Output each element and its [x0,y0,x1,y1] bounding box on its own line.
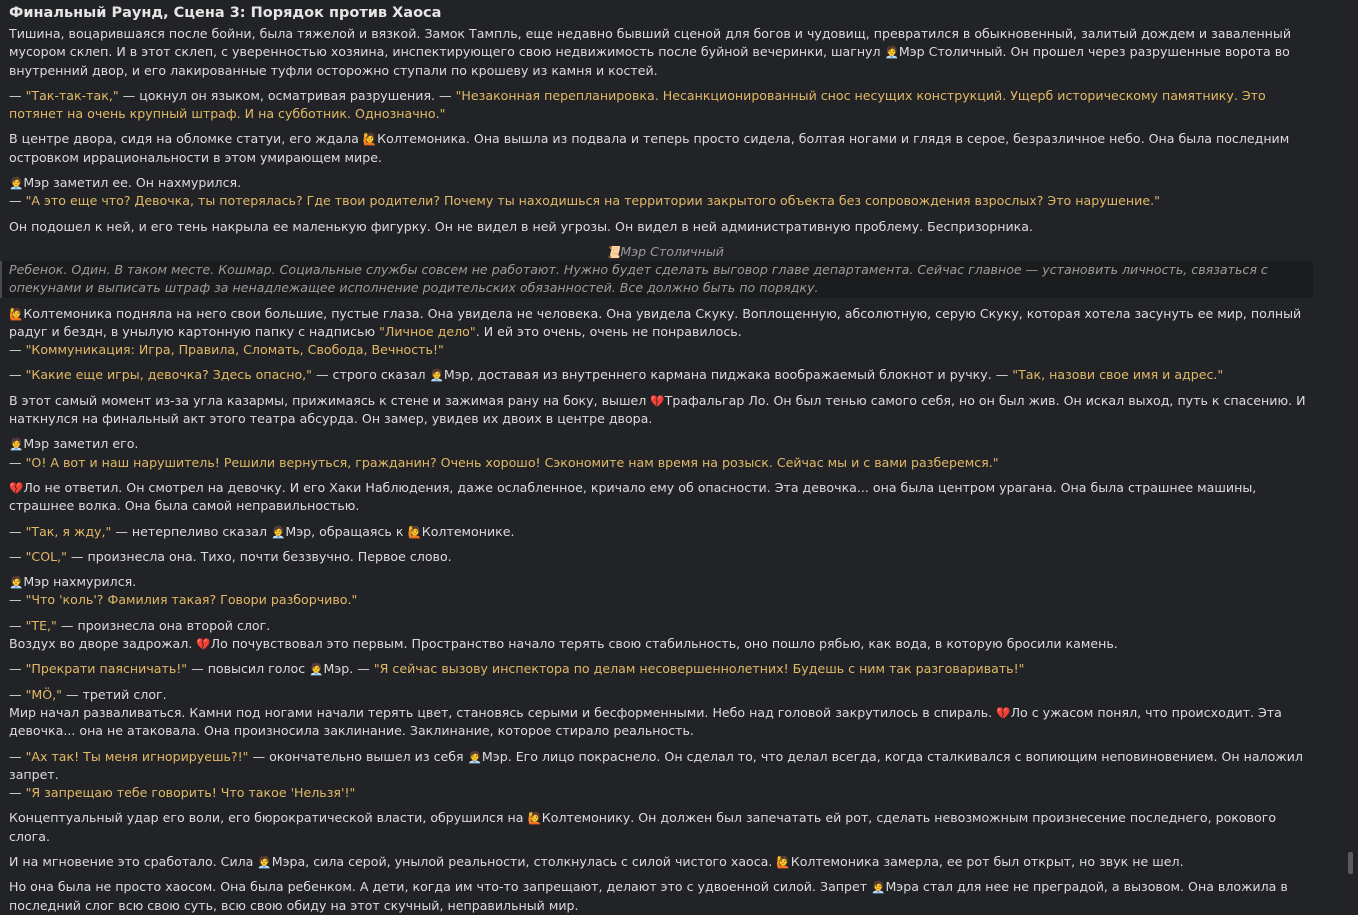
narration-text: — произнесла она. Тихо, почти беззвучно. Первое слово. [66,548,452,564]
narration-text: Ребенок. Один. В таком месте. Кошмар. Социальные службы совсем не работают. Нужно будет сделать выговор главе департамента. Сейчас главное — установить личность, связаться с опекунами и выписать штраф за ненадлежащее исполнение родительских обязанностей. Все должно быть по порядку. [9,261,1268,296]
narration-text: Мэра, сила серой, унылой реальности, столкнулась с силой чистого хаоса. [271,853,777,869]
narration-text: — [9,686,26,702]
narration-text: — окончательно вышел из себя [248,748,468,764]
mayor-icon: 🧑‍💼 [309,662,324,677]
story-paragraph [9,617,1321,654]
story-paragraph [9,305,1321,360]
narration-text: В этот самый момент из-за угла казармы, прижимаясь к стене и зажимая рану на боку, вышел [9,392,651,408]
narration-text: Колтемоника. Она вышла из подвала и теперь просто сидела, болтая ногами и глядя в серое, безразличное небо. Она была последним островком иррациональности в этом умирающем мире. [9,131,1290,165]
story-paragraph [9,748,1321,803]
story-paragraph [9,573,1321,610]
kolte-icon: 🙋 [776,854,791,869]
story-paragraph [9,174,1321,211]
narration-text: — [9,748,26,764]
narration-text: . И ей это очень, очень не понравилось. [475,323,742,339]
mayor-icon: 🧑‍💼 [871,880,886,895]
law-icon: 💔 [9,480,24,495]
story-paragraph [9,523,1321,541]
narration-text: Мэр. Его лицо покраснело. Он сделал то, что делал всегда, когда сталкивался с вопиющим неповиновением. Он наложил запрет. [9,748,1303,782]
dialogue-quote: "Так-так-так," [25,87,119,103]
story-paragraph [9,853,1321,871]
narration-text: Ло с ужасом понял, что происходит. Эта девочка... она не атаковала. Она произносила заклинание. Заклинание, которое стирало реальность. [9,704,1282,739]
dialogue-quote: "А это еще что? Девочка, ты потерялась? Где твои родители? Почему ты находишься на территории закрытого объекта без сопровождения взрослых? Это нарушение." [25,193,1160,209]
narration-text: Мэра стал для нее не преградой, а вызовом. Она вложила в последний слог всю свою суть, всю свою обиду на этот скучный, неправильный мир. [9,879,1288,913]
story-page [9,0,1321,913]
narration-text: Мэр нахмурился. [23,574,137,590]
dialogue-quote: "COL," [25,548,67,564]
narration-text: Мэр, доставая из внутреннего кармана пиджака воображаемый блокнот и ручку. — [443,367,1013,383]
mayor-icon: 🧑‍💼 [257,854,272,869]
kolte-icon: 🙋 [362,132,378,147]
narration-text: Колтемоника замерла, ее рот был открыт, но звук не шел. [790,853,1184,869]
scene-title: Финальный Раунд, Сцена 3: Порядок против Хаоса [9,5,442,21]
kolte-icon: 🙋 [9,306,24,321]
dialogue-quote: "Личное дело" [379,323,476,339]
scrollbar[interactable] [1348,0,1354,880]
scroll-icon: 📜 [606,244,621,259]
mayor-icon: 🧑‍💼 [271,524,286,539]
narration-text: Мэр, обращаясь к [285,523,408,539]
narration-text: Концептуальный удар его воли, его бюрократической власти, обрушился на [9,810,528,826]
narration-text: Ло почувствовал это первым. Пространство начало терять свою стабильность, оно пошло рябью, как вода, в которую бросили камень. [210,636,1118,652]
narration-text: Мэр Столичный. Он прошел через разрушенные ворота во внутренний двор, и его лакированные туфли осторожно ступали по крошеву из камня и костей. [9,44,1290,78]
narration-text: — нетерпеливо сказал [111,523,272,539]
narration-text: — третий слог. [61,686,167,702]
narration-text: И на мгновение это сработало. Сила [9,853,258,869]
story-paragraph [9,660,1321,678]
dialogue-quote: "TE," [25,617,57,633]
narration-text: — [9,342,26,358]
narration-text: Трафальгар Ло. Он был тенью самого себя, но он был жив. Он искал выход, путь к спасению. И наткнулся на финальный акт этого театра абсурда. Он замер, увидев их двоих в центре двора. [9,392,1306,427]
story-paragraph [9,392,1321,429]
story-paragraph [9,878,1321,915]
kolte-icon: 🙋 [527,811,542,826]
dialogue-quote: "Коммуникация: Игра, Правила, Сломать, Свобода, Вечность!" [25,342,444,358]
dialogue-quote: "Какие еще игры, девочка? Здесь опасно," [25,367,312,383]
narration-text: — [9,367,26,383]
thought-speaker-name: Мэр Столичный [620,243,724,259]
mayor-icon: 🧑‍💼 [9,575,24,590]
narration-text: Ло не ответил. Он смотрел на девочку. И его Хаки Наблюдения, даже ослабленное, кричало ему об опасности. Эта девочка... она была центром урагана. Она была страшнее машины, страшнее волка. Она была самой неправильностью. [9,479,1257,514]
narration-text: — [9,548,26,564]
mayor-icon: 🧑‍💼 [429,368,444,383]
narration-text: — строго сказал [311,367,430,383]
kolte-icon: 🙋 [407,524,422,539]
narration-text: Колтемонику. Он должен был запечатать ей рот, сделать невозможным произнесение последнего, рокового слога. [9,810,1277,844]
narration-text: — произнесла она второй слог. [56,617,271,633]
dialogue-quote: "О! А вот и наш нарушитель! Решили вернуться, гражданин? Очень хорошо! Сэкономите нам время на розыск. Сейчас мы и с вами разберемся." [25,454,999,470]
story-paragraph [9,366,1321,384]
narration-text: Колтемоника подняла на него свои большие, пустые глаза. Она увидела не человека. Она увидела Скуку. Воплощенную, абсолютную, серую Скуку, которая хотела засунуть ее мир, полный радуг и бездн, в унылую картонную папку с надписью [9,305,1302,339]
narration-text: — [9,454,26,470]
narration-text: — [9,785,26,801]
dialogue-quote: "Так, я жду," [25,523,112,539]
dialogue-quote: "Что 'коль'? Фамилия такая? Говори разборчиво." [25,592,358,608]
thought-speaker-header [9,243,1321,261]
dialogue-quote: "MÖ," [25,686,62,702]
mayor-icon: 🧑‍💼 [884,45,899,60]
dialogue-quote: "Прекрати паясничать!" [25,661,188,677]
mayor-icon: 🧑‍💼 [9,176,24,191]
narration-text: — повысил голос [187,661,310,677]
narration-text: Колтемонике. [421,523,515,539]
story-paragraph [9,479,1321,516]
story-paragraph [9,25,1321,80]
narration-text: — [9,87,26,103]
dialogue-quote: "Я запрещаю тебе говорить! Что такое 'Нельзя'!" [25,785,356,801]
narration-text: Тишина, воцарившаяся после бойни, была тяжелой и вязкой. Замок Тампль, еще недавно бывший сценой для богов и чудовищ, превратился в обыкновенный, залитый дождем и заваленный мусором склеп. И в этот склеп, с уверенностью хозяина, инспектирующего свою недвижимость после буйной вечеринки, шагнул [9,26,1292,60]
story-paragraph [9,87,1321,124]
mayor-icon: 🧑‍💼 [467,749,482,764]
story-paragraph [9,548,1321,566]
narration-text: Мэр заметил ее. Он нахмурился. [23,175,242,191]
story-paragraph [9,435,1321,472]
narration-text: Мэр. — [323,661,374,677]
narration-text: Воздух во дворе задрожал. [9,636,197,652]
narration-text: — [9,193,26,209]
scroll-thumb[interactable] [1348,852,1353,874]
thought-block [0,261,1313,298]
dialogue-quote: "Я сейчас вызову инспектора по делам несовершеннолетних! Будешь с ним так разговаривать!" [373,661,1025,677]
story-paragraph [9,218,1321,236]
story-paragraph [9,686,1321,741]
narration-text: Но она была не просто хаосом. Она была ребенком. А дети, когда им что-то запрещают, делают это с удвоенной силой. Запрет [9,879,872,895]
narration-text: — [9,661,26,677]
narration-text: — цокнул он языком, осматривая разрушения. — [118,87,456,103]
dialogue-quote: "Так, назови свое имя и адрес." [1012,367,1224,383]
mayor-icon: 🧑‍💼 [9,437,24,452]
law-icon: 💔 [650,393,665,408]
narration-text: — [9,592,26,608]
narration-text: — [9,523,26,539]
narration-text: Он подошел к ней, и его тень накрыла ее маленькую фигурку. Он не видел в ней угрозы. Он видел в ней административную проблему. Беспризорника. [9,218,1033,234]
story-paragraph [9,130,1321,167]
narration-text: — [9,617,26,633]
dialogue-quote: "Незаконная перепланировка. Несанкционированный снос несущих конструкций. Ущерб историческому памятнику. Это потянет на очень крупный штраф. И на субботник. Однозначно." [9,87,1266,122]
narration-text: Мэр заметил его. [23,436,139,452]
law-icon: 💔 [996,705,1011,720]
law-icon: 💔 [196,637,211,652]
narration-text: В центре двора, сидя на обломке статуи, его ждала [9,131,363,147]
narration-text: Мир начал разваливаться. Камни под ногами начали терять цвет, становясь серыми и бесформенными. Небо над головой закрутилось в спираль. [9,704,997,720]
dialogue-quote: "Ах так! Ты меня игнорируешь?!" [25,748,249,764]
story-paragraph [9,809,1321,846]
story-body [9,25,1321,915]
